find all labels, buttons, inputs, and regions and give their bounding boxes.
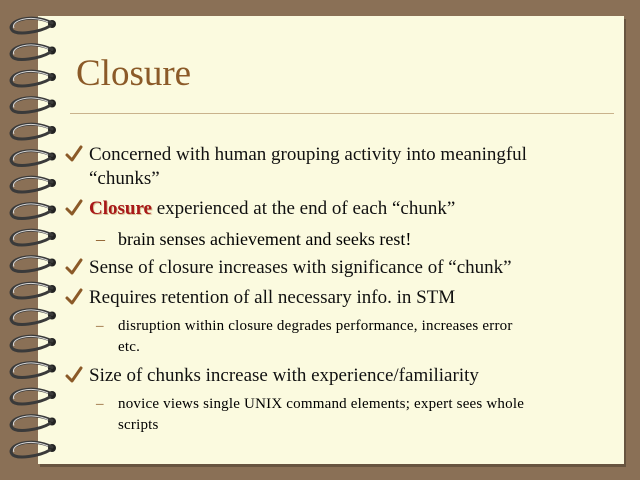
sub-bullet-item — [96, 316, 624, 358]
sub-bullet-text-line: disruption within closure degrades performance, increases error — [118, 318, 513, 334]
binding-coil — [11, 442, 52, 457]
title-divider — [70, 113, 614, 114]
dash-marker: – — [96, 318, 104, 334]
sub-bullet-text-line: etc. — [118, 339, 141, 355]
bullet-text-line: Concerned with human grouping activity into meaningful — [89, 144, 527, 165]
bullet-list — [64, 143, 624, 442]
binding-coil — [11, 124, 52, 139]
bullet-item — [64, 256, 624, 280]
bullet-text: Size of chunks increase with experience/familiarity — [89, 365, 479, 386]
binding-coil — [11, 177, 52, 192]
bullet-text: Sense of closure increases with significance of “chunk” — [89, 257, 512, 278]
binding-coil — [11, 204, 52, 219]
highlighted-term: Closure — [89, 198, 152, 219]
sub-bullet-item — [96, 227, 624, 251]
checkmark-icon — [64, 365, 84, 385]
binding-coil — [11, 230, 52, 245]
sub-bullet-text-line: scripts — [118, 417, 159, 433]
bullet-item — [64, 197, 624, 221]
bullet-text: experienced at the end of each “chunk” — [151, 198, 456, 219]
dash-marker: – — [96, 396, 104, 412]
binding-coil — [11, 336, 52, 351]
sub-bullet-item — [96, 394, 624, 436]
binding-coil — [11, 310, 52, 325]
binding-coil — [11, 363, 52, 378]
bullet-text-line: “chunks” — [89, 168, 160, 189]
checkmark-icon — [64, 144, 84, 164]
binding-coil — [11, 283, 52, 298]
binding-coil — [11, 71, 52, 86]
binding-coil — [11, 18, 52, 33]
binding-coil — [11, 389, 52, 404]
binding-coil — [11, 45, 52, 60]
binding-coil — [11, 98, 52, 113]
binding-coil — [11, 257, 52, 272]
checkmark-icon — [64, 287, 84, 307]
slide-title: Closure — [76, 53, 192, 94]
dash-marker: – — [96, 229, 105, 249]
binding-coil — [11, 151, 52, 166]
checkmark-icon — [64, 257, 84, 277]
bullet-item — [64, 286, 624, 310]
binding-coil — [11, 416, 52, 431]
bullet-item — [64, 143, 624, 191]
sub-bullet-text-line: novice views single UNIX command elements; expert sees whole — [118, 396, 525, 412]
bullet-item — [64, 364, 624, 388]
bullet-text: Requires retention of all necessary info. in STM — [89, 287, 456, 308]
sub-bullet-text: brain senses achievement and seeks rest! — [118, 229, 412, 249]
checkmark-icon — [64, 198, 84, 218]
